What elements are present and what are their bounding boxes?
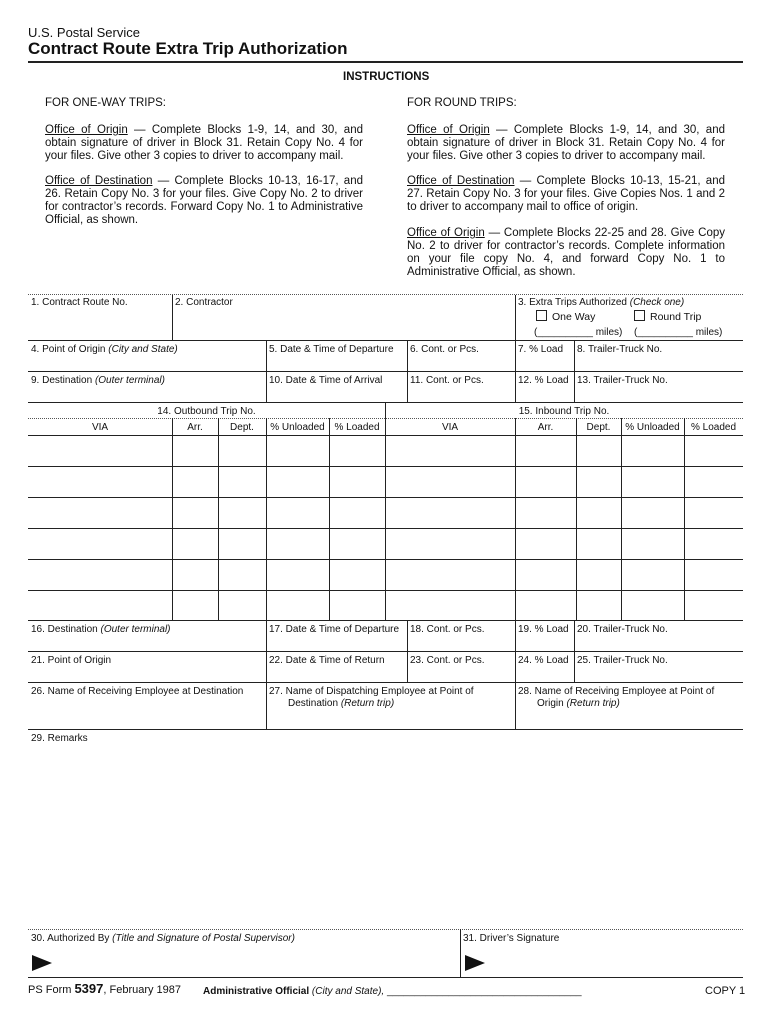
extra-trips-authorized-label: 3. Extra Trips Authorized (Check one)	[518, 297, 685, 308]
column-header-loaded: % Loaded	[334, 422, 380, 433]
return-datetime-field[interactable]: 22. Date & Time of Return	[269, 655, 385, 666]
round-trip-checkbox[interactable]: Round Trip	[634, 310, 701, 323]
destination-field[interactable]: 9. Destination (Outer terminal)	[31, 375, 165, 386]
percent-load-field[interactable]: 12. % Load	[518, 375, 569, 386]
authorized-by-field[interactable]: 30. Authorized By (Title and Signature of Postal Supervisor)	[31, 933, 295, 944]
one-way-miles-field[interactable]: (__________ miles)	[534, 327, 623, 338]
round-trip-miles-field[interactable]: (__________ miles)	[634, 327, 723, 338]
arrival-datetime-field[interactable]: 10. Date & Time of Arrival	[269, 375, 383, 386]
cont-or-pcs-field[interactable]: 23. Cont. or Pcs.	[410, 655, 485, 666]
drivers-signature-field[interactable]: 31. Driver’s Signature	[463, 933, 560, 944]
column-header-arr: Arr.	[537, 422, 554, 433]
column-header-via: VIA	[441, 422, 459, 433]
copy-number: COPY 1	[705, 985, 746, 997]
return-departure-datetime-field[interactable]: 17. Date & Time of Departure	[269, 624, 400, 635]
administrative-official-field[interactable]: Administrative Official (City and State), ___________________________________	[203, 986, 582, 997]
column-header-dept: Dept.	[230, 422, 254, 433]
column-header-dept: Dept.	[586, 422, 611, 433]
sign-here-arrow-icon	[32, 955, 52, 971]
round-origin2-instruction: Office of Origin — Complete Blocks 22-25 and 28. Give Copy No. 2 to driver for contractor’s records. Complete information on your file copy No. 4, and forward Copy No. 1 to Administrative Official, as shown.	[407, 227, 725, 278]
departure-datetime-field[interactable]: 5. Date & Time of Departure	[269, 344, 394, 355]
remarks-field[interactable]: 29. Remarks	[31, 733, 88, 744]
contract-route-no-field[interactable]: 1. Contract Route No.	[31, 297, 128, 308]
column-header-unloaded: % Unloaded	[270, 422, 325, 433]
one-way-heading: FOR ONE-WAY TRIPS:	[45, 97, 166, 109]
origin-label: Office of Origin	[407, 124, 490, 136]
round-origin-instruction: Office of Origin — Complete Blocks 1-9, 14, and 30, and obtain signature of driver in Block 31. Retain Copy No. 4 for your files. Give other 3 copies to driver to accompany mail.	[407, 124, 725, 162]
dispatching-employee-field[interactable]: 27. Name of Dispatching Employee at Point of Destination (Return trip)	[269, 686, 474, 709]
column-header-arr: Arr.	[187, 422, 203, 433]
one-way-destination-instruction: Office of Destination — Complete Blocks 10-13, 16-17, and 26. Retain Copy No. 3 for your files. Give Copy No. 2 to driver for contractor’s records. Forward Copy No. 1 to Administrative Official, as shown.	[45, 175, 363, 226]
point-of-origin-field[interactable]: 4. Point of Origin (City and State)	[31, 344, 178, 355]
destination-label: Office of Destination	[407, 175, 515, 187]
round-trip-heading: FOR ROUND TRIPS:	[407, 97, 517, 109]
trailer-truck-no-field[interactable]: 8. Trailer-Truck No.	[577, 344, 663, 355]
instructions-heading: INSTRUCTIONS	[343, 71, 430, 83]
column-header-loaded: % Loaded	[690, 422, 737, 433]
percent-load-field[interactable]: 24. % Load	[518, 655, 569, 666]
cont-or-pcs-field[interactable]: 6. Cont. or Pcs.	[410, 344, 479, 355]
return-point-of-origin-field[interactable]: 21. Point of Origin	[31, 655, 112, 666]
return-destination-field[interactable]: 16. Destination (Outer terminal)	[31, 624, 171, 635]
round-destination-instruction: Office of Destination — Complete Blocks 10-13, 15-21, and 27. Retain Copy No. 3 for your files. Give Copies Nos. 1 and 2 to driver to accompany mail to office of origin.	[407, 175, 725, 213]
agency-name: U.S. Postal Service	[28, 25, 140, 40]
origin-label: Office of Origin	[45, 124, 128, 136]
checkbox-icon	[536, 310, 547, 321]
trailer-truck-no-field[interactable]: 13. Trailer-Truck No.	[577, 375, 668, 386]
percent-load-field[interactable]: 19. % Load	[518, 624, 569, 635]
form-number: PS Form 5397, February 1987	[28, 981, 182, 996]
form-title: Contract Route Extra Trip Authorization	[28, 39, 348, 58]
title-rule	[28, 61, 743, 63]
destination-label: Office of Destination	[45, 175, 153, 187]
percent-load-field[interactable]: 7. % Load	[518, 344, 564, 355]
receiving-employee-destination-field[interactable]: 26. Name of Receiving Employee at Destination	[31, 686, 244, 697]
inbound-trip-no-field[interactable]: 15. Inbound Trip No.	[518, 406, 610, 417]
column-header-unloaded: % Unloaded	[625, 422, 680, 433]
column-header-via: VIA	[91, 422, 109, 433]
contractor-field[interactable]: 2. Contractor	[175, 297, 233, 308]
trailer-truck-no-field[interactable]: 20. Trailer-Truck No.	[577, 624, 668, 635]
form-top-rule	[28, 294, 743, 295]
one-way-origin-instruction: Office of Origin — Complete Blocks 1-9, 14, and 30, and obtain signature of driver in Block 31. Retain Copy No. 4 for your files. Give other 3 copies to driver to accompany mail.	[45, 124, 363, 162]
trailer-truck-no-field[interactable]: 25. Trailer-Truck No.	[577, 655, 668, 666]
one-way-checkbox[interactable]: One Way	[536, 310, 595, 323]
origin-label: Office of Origin	[407, 227, 485, 239]
checkbox-icon	[634, 310, 645, 321]
cont-or-pcs-field[interactable]: 11. Cont. or Pcs.	[410, 375, 484, 386]
sign-here-arrow-icon	[465, 955, 485, 971]
outbound-trip-no-field[interactable]: 14. Outbound Trip No.	[157, 406, 256, 417]
cont-or-pcs-field[interactable]: 18. Cont. or Pcs.	[410, 624, 485, 635]
receiving-employee-origin-field[interactable]: 28. Name of Receiving Employee at Point of Origin (Return trip)	[518, 686, 715, 709]
